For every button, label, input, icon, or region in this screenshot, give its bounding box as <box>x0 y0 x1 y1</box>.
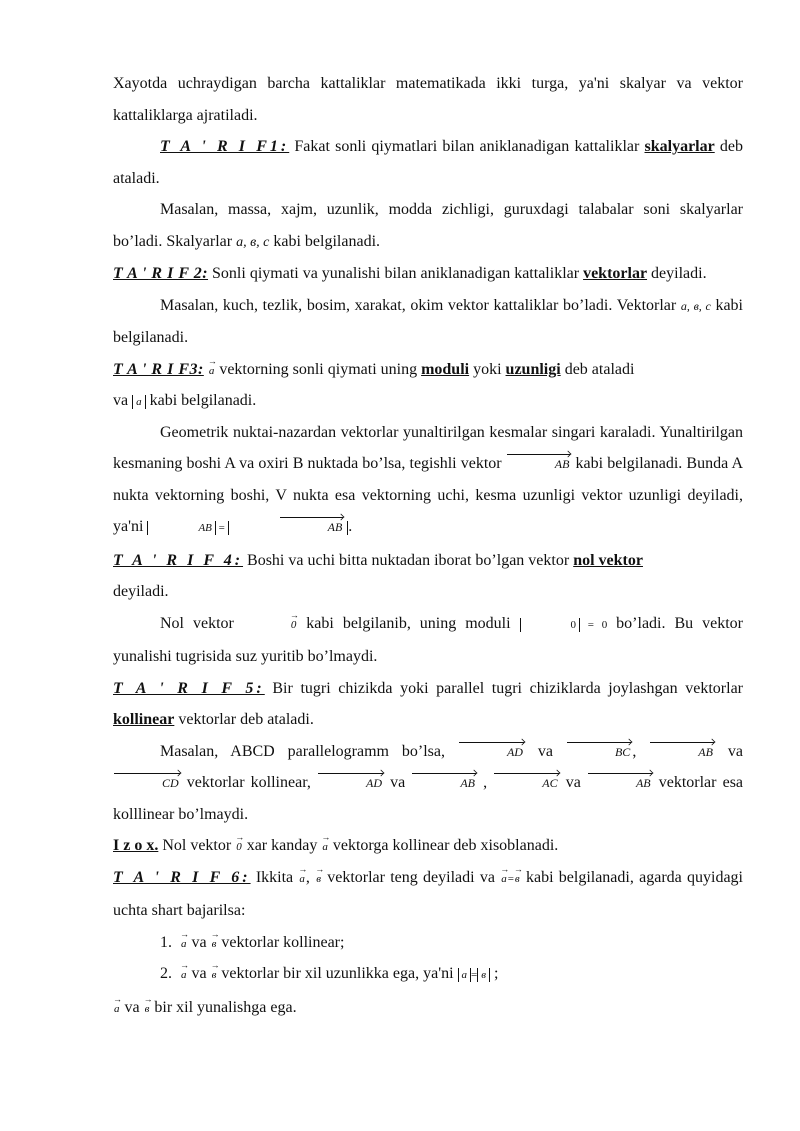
list-item: 2. → a va → в vektorlar bir xil uzunlikka ega, ya'ni a = в ; <box>113 958 743 992</box>
modulus-vector-ab <box>228 521 349 535</box>
term-moduli: moduli <box>421 360 470 378</box>
length-ab-formula: AB <box>147 521 215 535</box>
term-vektorlar: vektorlar <box>583 265 648 282</box>
vector-ad: AD <box>317 777 384 789</box>
term-kollinear: kollinear <box>113 711 175 728</box>
example-scalars: Masalan, massa, xajm, uzunlik, modda zichligi, guruxdagi talabalar soni skalyarlar bo’ladi. Skalyarlar a, в, c kabi belgilanadi. <box>113 201 743 250</box>
vector-cd: CD <box>113 777 181 789</box>
example-vectors: Masalan, kuch, tezlik, bosim, xarakat, okim vektor kattaliklar bo’ladi. Vektorlar a, в, c kabi belgilanadi. <box>113 296 743 346</box>
condition-3: → a va → в bir xil yunalishga ega. <box>113 992 743 1024</box>
definition-6: T A ' R I F 6: Ikkita → a, → в vektorlar teng deyiladi va → a=→ в kabi belgilanadi, agarda quyidagi uchta shart bajarilsa: <box>113 862 743 927</box>
vector-b-symbol: → в <box>315 874 322 885</box>
vector-ab-in-modulus: AB <box>279 521 345 533</box>
vector-ac: AC <box>493 777 559 789</box>
vector-ab: AB <box>587 777 653 789</box>
vector-ab: AB <box>649 746 715 758</box>
term-skalyarlar: skalyarlar <box>644 138 715 155</box>
definition-4: T A ' R I F 4: Boshi va uchi bitta nuktadan iborat bo’lgan vektor nol vektor deyiladi. <box>113 551 643 600</box>
vector-b-symbol: → в <box>514 874 521 885</box>
definition-2: T A ' R I F 2: Sonli qiymati va yunalishi bilan aniklanadigan kattaliklar vektorlar deyiladi. <box>113 265 707 282</box>
vector-ad: AD <box>458 746 525 758</box>
vector-a-symbol: → a <box>298 874 306 885</box>
zero-modulus: 0 <box>520 618 581 632</box>
modulus-a-symbol: a <box>132 395 146 409</box>
zero-vector-symbol: → 0 <box>243 620 298 631</box>
definition-label: T A ' R I F1: <box>160 138 290 155</box>
vector-a-symbol: → a <box>500 874 508 885</box>
zero-vector-paragraph: Nol vektor → 0 kabi belgilanib, uning moduli 0 = 0 bo’ladi. Bu vektor yunalishi tugrisida suz yuritib bo’lmaydi. <box>113 608 743 673</box>
geometric-paragraph: Geometrik nuktai-nazardan vektorlar yunaltirilgan kesmalar singari karaladi. Yunaltirilgan kesmaning boshi A va oxiri B nuktada bo’lsa, tegishli vektor AB kabi belgilanadi. Bunda A nukta vektorning boshi, V nukta esa vektorning uchi, kesma uzunligi vektor uzunligi deyiladi, ya'ni AB = AB . <box>113 423 743 535</box>
document-page <box>113 68 743 1023</box>
definition-label: T A ' R I F 2: <box>113 265 209 282</box>
vector-a-symbol: → a <box>113 1004 121 1015</box>
definition-label: T A ' R I F3: <box>113 360 204 378</box>
scalar-symbols: a, в, c <box>236 234 270 250</box>
modulus-b-symbol: в <box>477 968 490 982</box>
definition-label: T A ' R I F 5: <box>113 679 265 697</box>
definition-label: T A ' R I F 4: <box>113 551 244 569</box>
vector-symbols: a, в, c <box>680 298 711 313</box>
term-uzunligi: uzunligi <box>505 360 561 378</box>
list-item: 1. → a va → в vektorlar kollinear; <box>113 927 743 959</box>
definition-label: T A ' R I F 6: <box>113 868 251 886</box>
vector-a-symbol: → a <box>321 842 329 853</box>
vector-b-symbol: → в <box>211 939 218 950</box>
modulus-a-symbol: a <box>458 968 472 982</box>
definition-5: T A ' R I F 5: Bir tugri chizikda yoki parallel tugri chiziklarda joylashgan vektorlar kollinear vektorlar deb ataladi. <box>113 679 743 728</box>
term-nol-vektor: nol vektor <box>573 551 643 569</box>
vector-b-symbol: → в <box>211 970 218 981</box>
vector-ab: AB <box>411 777 477 789</box>
definition-3: T A ' R I F3: → a vektorning sonli qiymati uning moduli yoki uzunligi deb ataladi va a kabi belgilanadi. <box>113 354 743 417</box>
vector-b-symbol: → в <box>144 1004 151 1015</box>
vector-a-symbol: → a <box>180 939 188 950</box>
vector-ab-symbol: AB <box>506 458 572 470</box>
vector-a-symbol: → a <box>208 366 216 377</box>
intro-paragraph: Xayotda uchraydigan barcha kattaliklar matematikada ikki turga, ya'ni skalyar va vektor kattaliklarga ajratiladi. <box>113 75 743 124</box>
zero-vector-symbol: → 0 <box>235 842 243 853</box>
vector-bc: BC <box>566 746 632 758</box>
collinear-example: Masalan, ABCD parallelogramm bo’lsa, AD va BC , AB va CD vektorlar kollinear, AD va AB , AC va AB vektorlar esa kolllinear bo’lmaydi. <box>113 742 744 823</box>
note-label: I z o x. <box>113 837 159 854</box>
conditions-list <box>113 927 743 992</box>
definition-1: T A ' R I F1: Fakat sonli qiymatlari bilan aniklanadigan kattaliklar skalyarlar deb ataladi. <box>113 138 744 187</box>
note-paragraph: I z o x. Nol vektor → 0 xar kanday → a vektorga kollinear deb xisoblanadi. <box>113 830 743 862</box>
vector-a-symbol: → a <box>180 970 188 981</box>
